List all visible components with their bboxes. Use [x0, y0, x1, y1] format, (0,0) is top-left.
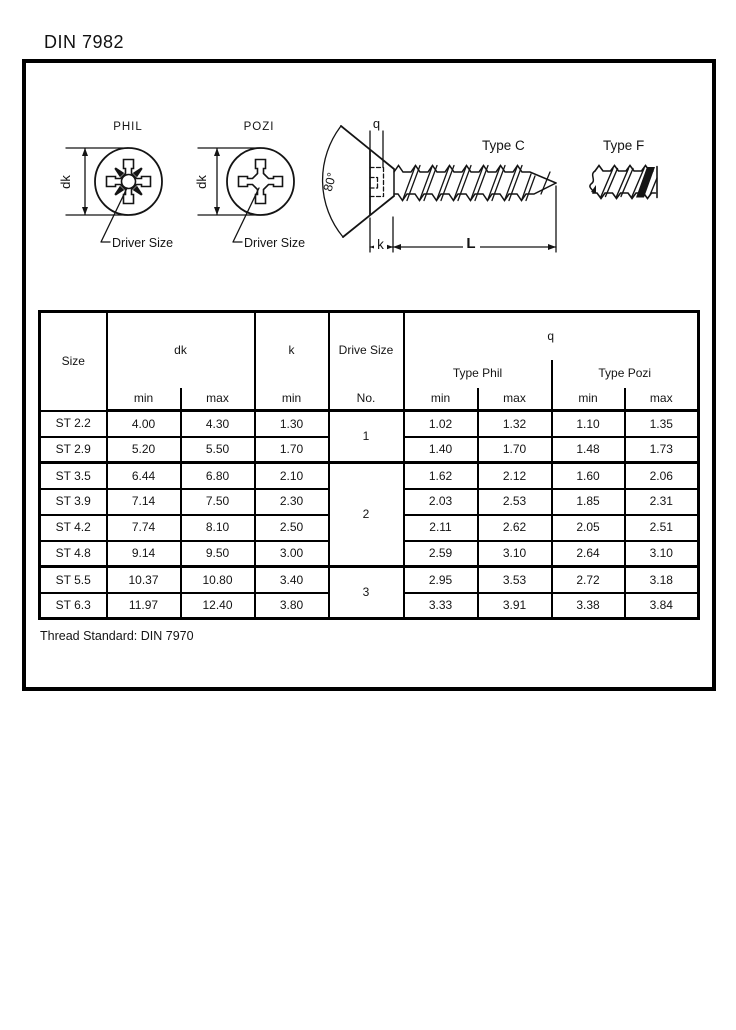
cell-qpozi-min: 1.48	[552, 437, 625, 463]
cell-size: ST 2.2	[40, 411, 107, 437]
col-header-no: No.	[329, 388, 404, 411]
cell-k-min: 2.50	[255, 515, 329, 541]
col-header-qpozi-min: min	[552, 388, 625, 411]
cell-qpozi-min: 1.85	[552, 489, 625, 515]
pozi-dk-label: dk	[194, 175, 209, 189]
cell-qphil-min: 3.33	[404, 593, 478, 619]
cell-dk-min: 11.97	[107, 593, 181, 619]
col-header-dk-max: max	[181, 388, 255, 411]
table-row	[40, 567, 699, 593]
cell-k-min: 2.30	[255, 489, 329, 515]
cell-dk-max: 10.80	[181, 567, 255, 593]
col-header-k: k	[255, 312, 329, 388]
pozi-head-drawing	[194, 121, 305, 250]
cell-qphil-min: 1.40	[404, 437, 478, 463]
cell-qpozi-min: 2.64	[552, 541, 625, 567]
page-title: DIN 7982	[44, 32, 125, 52]
pozi-tick-wedges	[113, 166, 144, 197]
col-header-q: q	[404, 312, 699, 360]
cell-dk-min: 7.74	[107, 515, 181, 541]
col-header-dk-min: min	[107, 388, 181, 411]
cell-qpozi-min: 1.10	[552, 411, 625, 437]
col-header-type-phil: Type Phil	[404, 360, 552, 388]
cell-k-min: 3.80	[255, 593, 329, 619]
cell-size: ST 6.3	[40, 593, 107, 619]
thread-helix-lines	[403, 166, 551, 201]
col-header-type-pozi: Type Pozi	[552, 360, 699, 388]
q-label: q	[372, 116, 381, 131]
cell-size: ST 5.5	[40, 567, 107, 593]
cell-qpozi-max: 3.10	[625, 541, 699, 567]
type-f-drawing	[590, 138, 657, 199]
cell-dk-max: 8.10	[181, 515, 255, 541]
col-header-dk: dk	[107, 312, 255, 388]
cell-drive-no: 1	[329, 411, 404, 463]
cell-k-min: 1.70	[255, 437, 329, 463]
cell-dk-min: 10.37	[107, 567, 181, 593]
cell-qphil-max: 3.91	[478, 593, 552, 619]
cell-qphil-min: 2.03	[404, 489, 478, 515]
length-l-label: L	[466, 235, 476, 252]
cell-qphil-max: 2.62	[478, 515, 552, 541]
phil-label: PHIL	[113, 121, 143, 133]
cell-qpozi-min: 2.72	[552, 567, 625, 593]
cell-qphil-max: 3.10	[478, 541, 552, 567]
cell-k-min: 3.00	[255, 541, 329, 567]
cell-size: ST 3.5	[40, 463, 107, 489]
cell-qpozi-max: 1.35	[625, 411, 699, 437]
type-c-label: Type C	[482, 138, 525, 153]
cell-k-min: 1.30	[255, 411, 329, 437]
cell-qphil-min: 1.02	[404, 411, 478, 437]
cell-qpozi-max: 1.73	[625, 437, 699, 463]
cell-dk-max: 4.30	[181, 411, 255, 437]
cell-size: ST 4.2	[40, 515, 107, 541]
cell-dk-min: 5.20	[107, 437, 181, 463]
cell-size: ST 2.9	[40, 437, 107, 463]
cell-qpozi-min: 2.05	[552, 515, 625, 541]
cell-k-min: 2.10	[255, 463, 329, 489]
cell-qphil-min: 2.95	[404, 567, 478, 593]
col-header-size: Size	[40, 312, 107, 411]
col-header-qphil-max: max	[478, 388, 552, 411]
table-row	[40, 411, 699, 437]
cell-qpozi-max: 3.18	[625, 567, 699, 593]
cell-qpozi-max: 2.06	[625, 463, 699, 489]
col-header-k-min: min	[255, 388, 329, 411]
k-label: k	[377, 237, 384, 252]
cell-qpozi-min: 3.38	[552, 593, 625, 619]
cell-qphil-min: 1.62	[404, 463, 478, 489]
col-header-qpozi-max: max	[625, 388, 699, 411]
cell-qpozi-max: 2.31	[625, 489, 699, 515]
cell-k-min: 3.40	[255, 567, 329, 593]
cell-qpozi-max: 2.51	[625, 515, 699, 541]
cell-drive-no: 2	[329, 463, 404, 567]
cell-dk-min: 9.14	[107, 541, 181, 567]
cell-dk-max: 6.80	[181, 463, 255, 489]
cell-dk-min: 6.44	[107, 463, 181, 489]
pozi-driver-size-label: Driver Size	[244, 236, 306, 250]
phil-driver-size-label: Driver Size	[112, 236, 174, 250]
cell-dk-max: 12.40	[181, 593, 255, 619]
screw-side-view	[321, 116, 556, 252]
cell-size: ST 4.8	[40, 541, 107, 567]
col-header-drive-size: Drive Size	[329, 312, 404, 388]
cell-qphil-min: 2.59	[404, 541, 478, 567]
angle-80-label: 80°	[320, 171, 340, 193]
cell-dk-min: 7.14	[107, 489, 181, 515]
cell-size: ST 3.9	[40, 489, 107, 515]
drawing-sheet-frame	[22, 59, 716, 691]
cell-drive-no: 3	[329, 567, 404, 619]
cell-dk-min: 4.00	[107, 411, 181, 437]
dimension-table	[38, 310, 700, 620]
cell-qphil-max: 1.32	[478, 411, 552, 437]
cell-qphil-min: 2.11	[404, 515, 478, 541]
phil-head-drawing	[58, 121, 173, 250]
cell-qpozi-max: 3.84	[625, 593, 699, 619]
cell-qpozi-min: 1.60	[552, 463, 625, 489]
table-row	[40, 463, 699, 489]
pozi-label: POZI	[243, 121, 275, 133]
technical-drawings	[26, 63, 712, 305]
phil-dk-label: dk	[58, 175, 73, 189]
cell-qphil-max: 2.53	[478, 489, 552, 515]
cell-qphil-max: 2.12	[478, 463, 552, 489]
cell-qphil-max: 1.70	[478, 437, 552, 463]
col-header-qphil-min: min	[404, 388, 478, 411]
type-f-label: Type F	[603, 138, 645, 153]
cell-dk-max: 5.50	[181, 437, 255, 463]
cell-dk-max: 9.50	[181, 541, 255, 567]
cell-qphil-max: 3.53	[478, 567, 552, 593]
thread-standard-note: Thread Standard: DIN 7970	[40, 629, 194, 643]
cell-dk-max: 7.50	[181, 489, 255, 515]
